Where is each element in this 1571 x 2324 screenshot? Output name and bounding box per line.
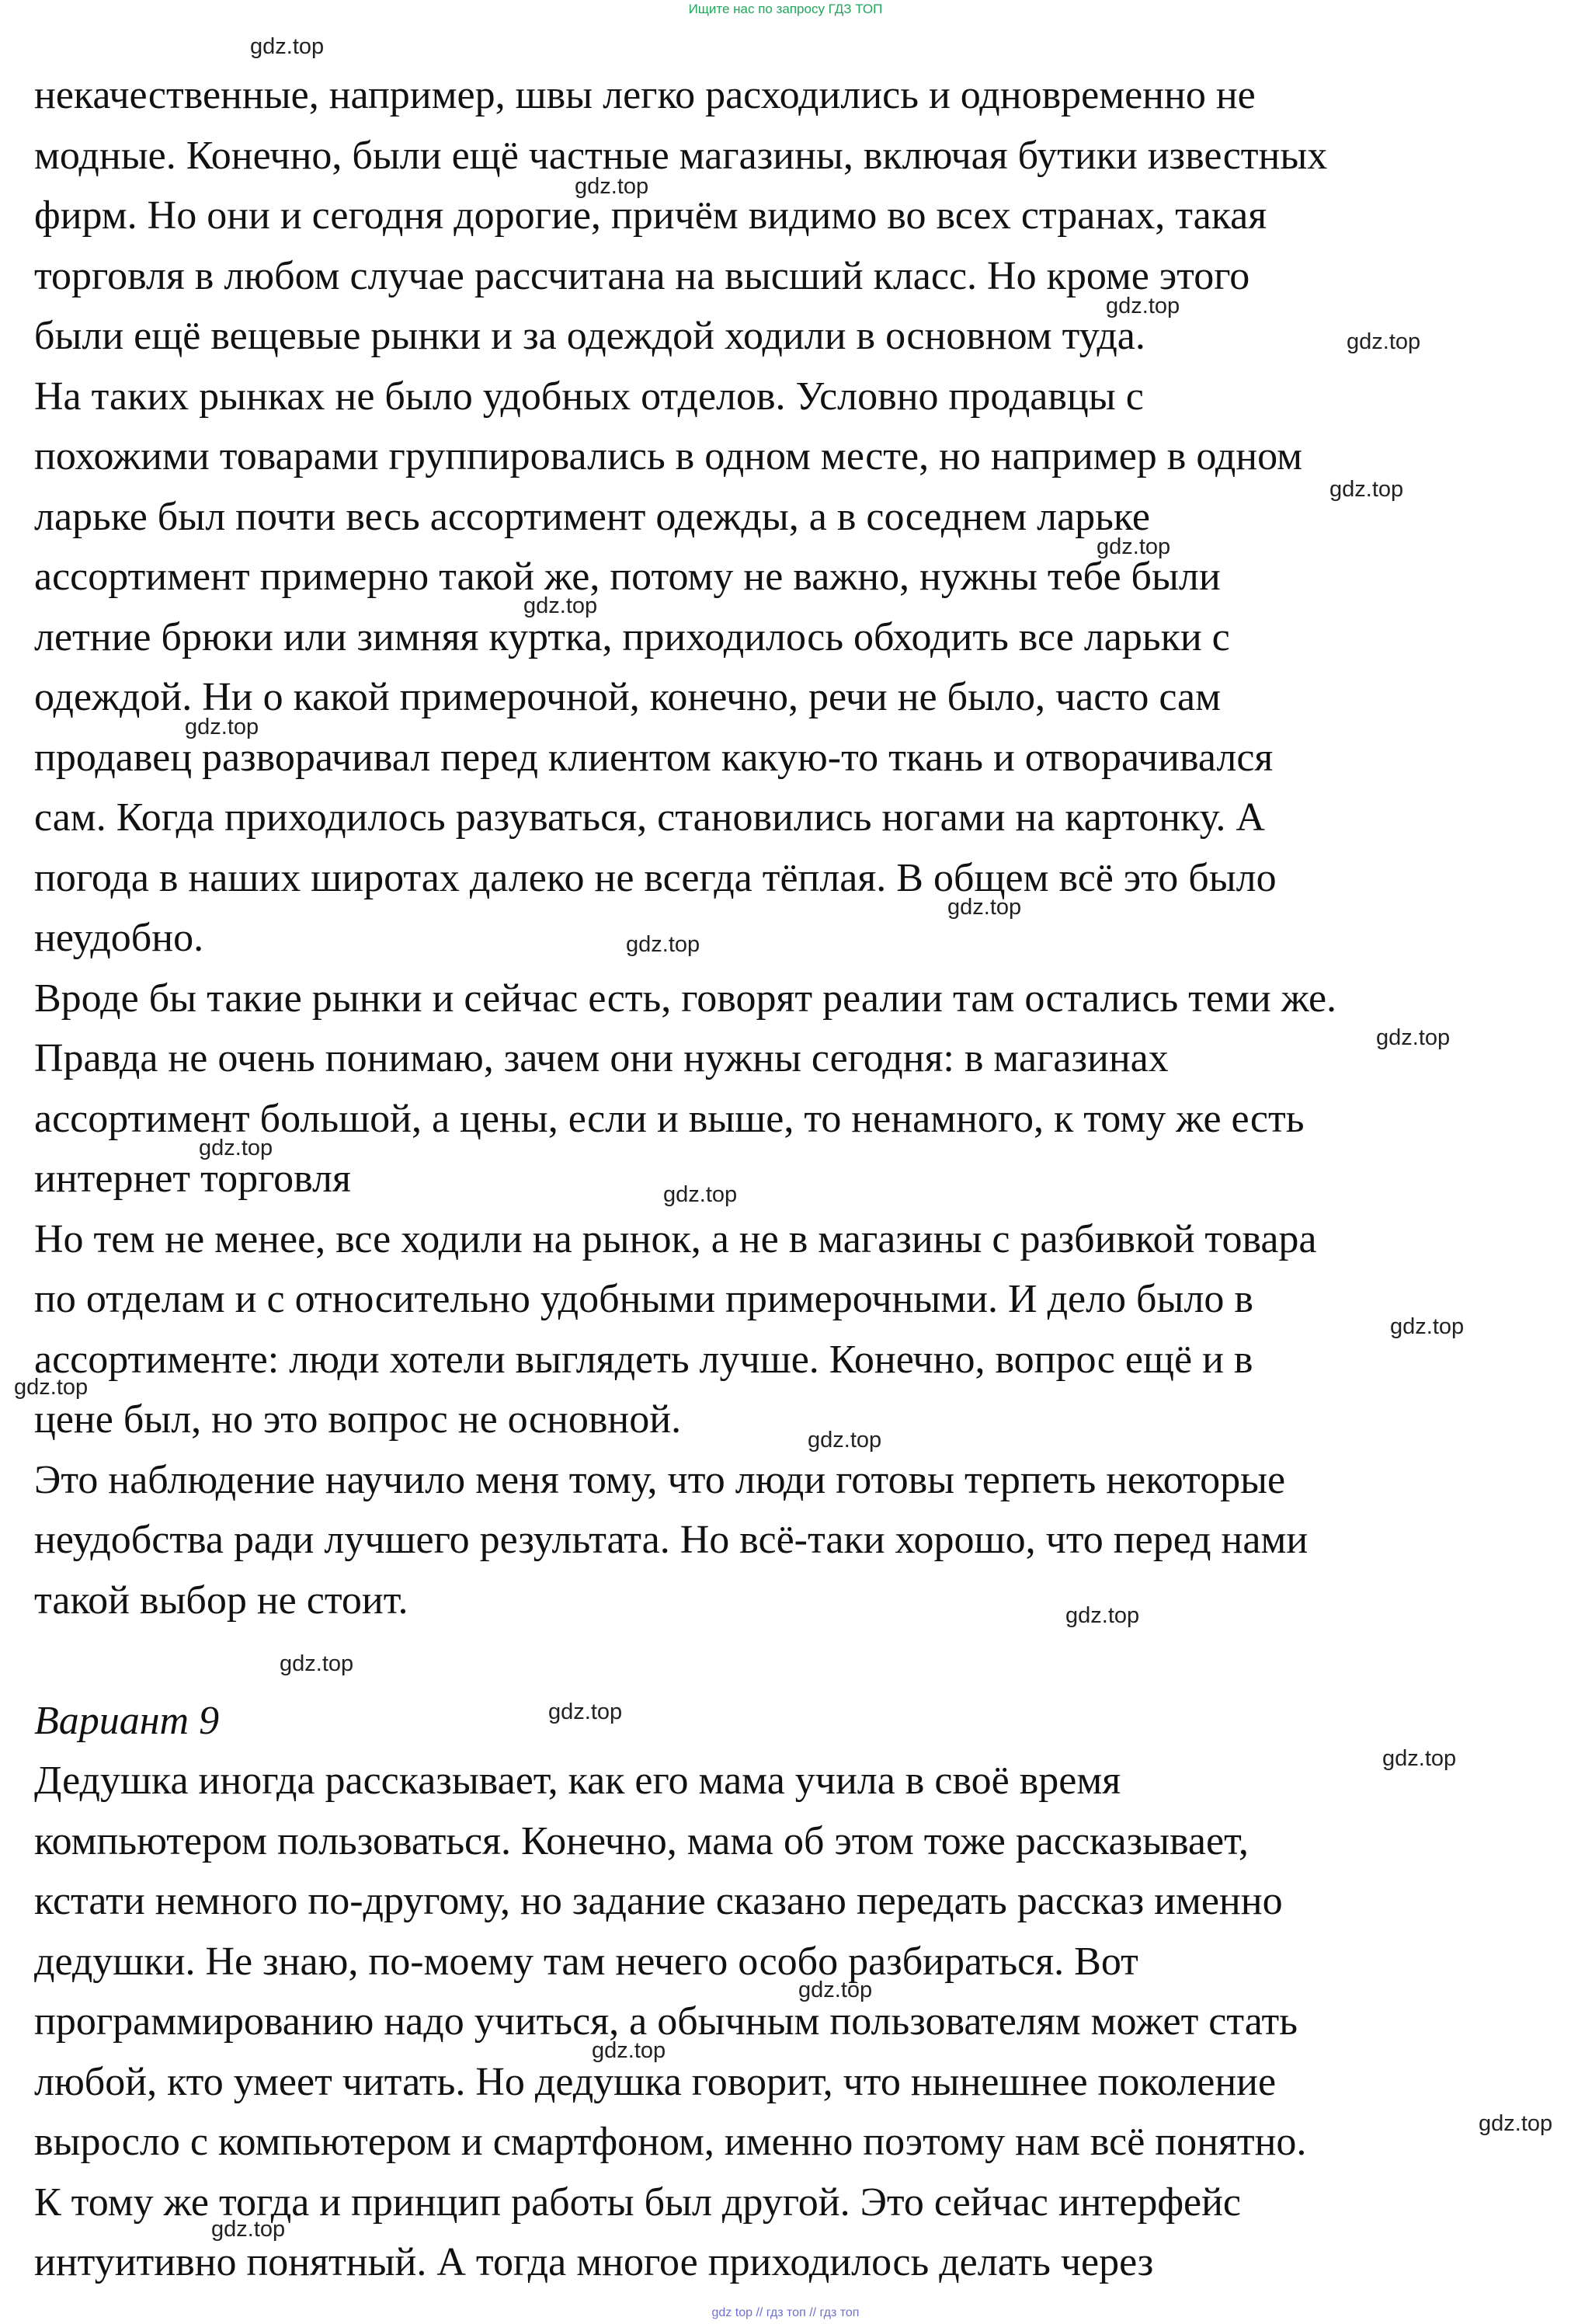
watermark: gdz.top — [523, 593, 598, 618]
text-line: цене был, но это вопрос не основной. — [34, 1397, 682, 1442]
watermark: gdz.top — [1065, 1603, 1140, 1628]
watermark: gdz.top — [1329, 477, 1404, 502]
text-line: по отделам и с относительно удобными примерочными. И дело было в — [34, 1277, 1253, 1321]
text-line: Правда не очень понимаю, зачем они нужны сегодня: в магазинах — [34, 1036, 1169, 1080]
text-line: торговля в любом случае рассчитана на высший класс. Но кроме этого — [34, 253, 1250, 298]
watermark: gdz.top — [798, 1978, 873, 2002]
watermark: gdz.top — [1376, 1025, 1451, 1050]
text-line: модные. Конечно, были ещё частные магазины, включая бутики известных — [34, 133, 1328, 178]
watermark: gdz.top — [1106, 294, 1180, 318]
text-line: интуитивно понятный. А тогда многое приходилось делать через — [34, 2240, 1154, 2284]
text-line: ассортимент большой, а цены, если и выше, то ненамного, к тому же есть — [34, 1096, 1305, 1141]
text-line: Дедушка иногда рассказывает, как его мама учила в своё время — [34, 1759, 1121, 1803]
text-line: фирм. Но они и сегодня дорогие, причём видимо во всех странах, такая — [34, 193, 1267, 238]
text-line: ларьке был почти весь ассортимент одежды, а в соседнем ларьке — [34, 494, 1150, 539]
text-line: неудобства ради лучшего результата. Но всё-таки хорошо, что перед нами — [34, 1518, 1309, 1562]
watermark: gdz.top — [663, 1182, 738, 1207]
watermark: gdz.top — [185, 715, 259, 739]
watermark: gdz.top — [1382, 1746, 1457, 1771]
text-line: выросло с компьютером и смартфоном, именно поэтому нам всё понятно. — [34, 2120, 1307, 2164]
text-line: летние брюки или зимняя куртка, приходилось обходить все ларьки с — [34, 614, 1230, 659]
watermark: gdz.top — [1097, 534, 1171, 559]
text-line: Но тем не менее, все ходили на рынок, а не в магазины с разбивкой товара — [34, 1216, 1317, 1261]
watermark: gdz.top — [575, 174, 649, 199]
watermark: gdz.top — [1479, 2111, 1553, 2136]
text-line: К тому же тогда и принцип работы был другой. Это сейчас интерфейс — [34, 2180, 1242, 2225]
watermark: gdz.top — [1390, 1314, 1465, 1339]
text-block — [34, 65, 1556, 2293]
text-line: Вроде бы такие рынки и сейчас есть, говорят реалии там остались теми же. — [34, 976, 1337, 1021]
text-line: такой выбор не стоит. — [34, 1578, 408, 1623]
text-line: ассортименте: люди хотели выглядеть лучше. Конечно, вопрос ещё и в — [34, 1337, 1253, 1382]
watermark: gdz.top — [211, 2217, 286, 2242]
bottom-banner: gdz top // гдз топ // гдз топ — [711, 2306, 860, 2319]
text-line: интернет торговля — [34, 1157, 351, 1201]
section-heading: Вариант 9 — [34, 1698, 220, 1743]
watermark: gdz.top — [592, 2038, 666, 2063]
watermark: gdz.top — [14, 1375, 89, 1400]
watermark: gdz.top — [548, 1700, 623, 1724]
text-line: неудобно. — [34, 916, 204, 960]
text-line: программированию надо учиться, а обычным пользователям может стать — [34, 1999, 1298, 2044]
text-line: ассортимент примерно такой же, потому не важно, нужны тебе были — [34, 555, 1221, 599]
watermark: gdz.top — [199, 1136, 273, 1160]
text-line: дедушки. Не знаю, по-моему там нечего особо разбираться. Вот — [34, 1939, 1138, 1984]
text-line: сам. Когда приходилось разуваться, становились ногами на картонку. А — [34, 795, 1265, 840]
watermark: gdz.top — [626, 932, 700, 957]
text-line: одеждой. Ни о какой примерочной, конечно, речи не было, часто сам — [34, 675, 1222, 719]
watermark: gdz.top — [808, 1428, 882, 1452]
watermark: gdz.top — [250, 34, 325, 59]
text-line: похожими товарами группировались в одном месте, но например в одном — [34, 434, 1303, 478]
text-line: погода в наших широтах далеко не всегда тёплая. В общем всё это было — [34, 855, 1277, 900]
watermark: gdz.top — [947, 895, 1022, 920]
text-line: компьютером пользоваться. Конечно, мама об этом тоже рассказывает, — [34, 1818, 1249, 1863]
text-line: были ещё вещевые рынки и за одеждой ходили в основном туда. — [34, 314, 1145, 358]
text-line: Это наблюдение научило меня тому, что люди готовы терпеть некоторые — [34, 1457, 1286, 1502]
text-line: любой, кто умеет читать. Но дедушка говорит, что нынешнее поколение — [34, 2059, 1277, 2104]
section-gap — [34, 1630, 1556, 1691]
watermark: gdz.top — [280, 1651, 354, 1676]
watermark: gdz.top — [1347, 329, 1421, 354]
text-line: продавец разворачивал перед клиентом какую-то ткань и отворачивался — [34, 735, 1274, 780]
top-banner: Ищите нас по запросу ГДЗ ТОП — [688, 2, 883, 16]
text-line: некачественные, например, швы легко расходились и одновременно не — [34, 73, 1256, 117]
text-line: кстати немного по-другому, но задание сказано передать рассказ именно — [34, 1879, 1283, 1923]
text-line: На таких рынках не было удобных отделов. Условно продавцы с — [34, 374, 1144, 419]
